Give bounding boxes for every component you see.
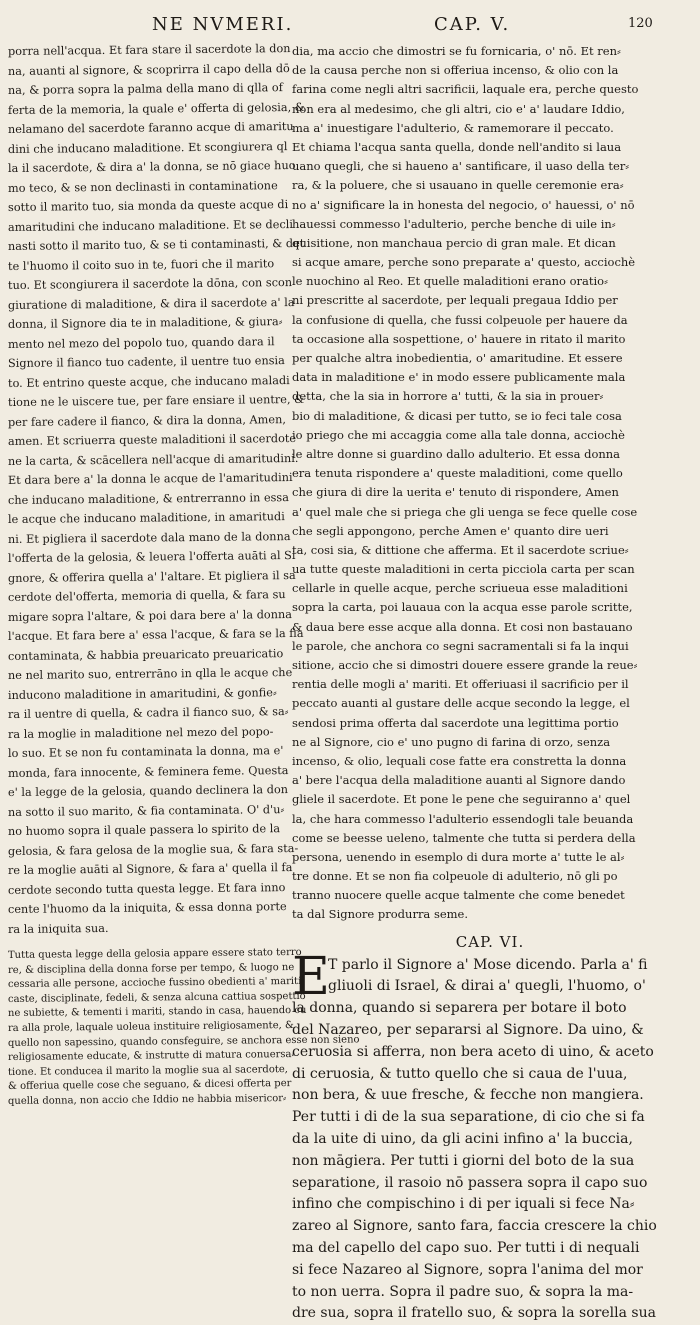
body-text-line: no huomo sopra il quale passera lo spirito de la: [7, 822, 281, 838]
chapter-heading-top: CAP. V.: [434, 14, 511, 35]
commentary-line: rentia delle mogli a' mariti. Et offeriuasi il sacrificio per il: [292, 677, 629, 692]
commentary-line: quella donna, non accio che Iddio ne habbia misericor⸗: [7, 1093, 287, 1107]
commentary-line: ta occasione alla sospettione, o' hauere in ritato il marito: [292, 331, 626, 346]
commentary-line: religiosamente educate, & instrutte di matura conuersa⸗: [7, 1049, 295, 1064]
body-text-line: da la uite di uino, da gli acini infino a' la buccia,: [292, 1131, 633, 1147]
body-text-line: nasti sotto il marito tuo, & se ti contaminasti, & det: [7, 236, 305, 253]
commentary-line: sendosi prima offerta dal sacerdote una legittima portio: [292, 715, 619, 730]
body-text-line: ra il uentre di quella, & cadra il fianco suo, & sa⸗: [7, 705, 289, 721]
commentary-line: dia, ma accio che dimostri se fu fornicaria, o' nō. Et ren⸗: [292, 44, 621, 58]
chapter-text: [292, 946, 688, 1325]
commentary-line: come se beesse ueleno, talmente che tutta si perdera della: [292, 830, 636, 845]
body-text-line: donna, il Signore dia te in maladitione, & giura⸗: [7, 315, 283, 331]
commentary-line: le parole, che anchora co segni sacramentali si fa la inqui: [292, 638, 629, 653]
body-text-line: nelamano del sacerdote faranno acque di amaritu: [7, 120, 294, 136]
body-text-line: inducono maladitione in amaritudini, & gonfie⸗: [7, 685, 277, 702]
commentary-line: non era al medesimo, che gli altri, cio e' a' laudare Iddio,: [292, 101, 625, 116]
right-column: [292, 42, 688, 1325]
commentary-line: ne subiette, & tementi i mariti, stando in casa, hauendo cu: [7, 1005, 307, 1020]
body-text-line: per fare cadere il fianco, & dira la donna, Amen,: [7, 412, 286, 429]
body-text-line: mento nel mezo del popolo tuo, quando dara il: [7, 334, 275, 351]
body-text-line: ceruosia si afferra, non bera aceto di uino, & aceto: [292, 1043, 654, 1060]
commentary-line: che giura di dire la uerita e' tenuto di rispondere, Amen: [292, 485, 619, 500]
commentary-line: re, & disciplina della donna forse per tempo, & luogo ne: [7, 961, 295, 976]
running-title: NE NVMERI.: [152, 14, 294, 35]
body-text-line: ne la carta, & scācellera nell'acque di amaritudini.: [7, 451, 299, 468]
body-text-line: monda, fara innocente, & feminera feme. Questa: [7, 763, 289, 780]
body-text-line: Et dara bere a' la donna le acque de l'amaritudini: [7, 471, 293, 487]
body-text-line: e' la legge de la gelosia, quando declinera la don: [7, 783, 289, 799]
body-text-line: porra nell'acqua. Et fara stare il sacerdote la don: [7, 42, 291, 58]
body-text-line: tuo. Et scongiurera il sacerdote la dōna, con scon: [7, 276, 293, 292]
body-text-line: gnore, & offerira quella a' l'altare. Et pigliera il sa: [7, 568, 296, 585]
body-text-line: contaminata, & habbia preuaricato preuaricatio: [7, 646, 284, 663]
body-text-line: to. Et entrino queste acque, che inducano maladi: [7, 373, 290, 390]
body-text-line: gelosia, & fara gelosa de la moglie sua, & fara sta-: [7, 841, 299, 858]
commentary-line: quello non sapessino, quando consfeguire, se anchora esse non sieno: [7, 1033, 360, 1049]
commentary-line: ta, cosi sia, & dittione che afferma. Et il sacerdote scriue⸗: [292, 542, 629, 557]
body-text-line: re la moglie auāti al Signore, & fara a' quella il fa: [7, 861, 293, 877]
commentary-line: & offeriua quelle cose che seguano, & dicesi offerta per: [7, 1078, 292, 1093]
body-text-line: na, & porra sopra la palma della mano di qlla of: [7, 81, 283, 97]
commentary-line: data in maladitione e' in modo essere publicamente mala: [292, 370, 626, 385]
commentary-line: io priego che mi accaggia come alla tale donna, acciochè: [292, 427, 625, 442]
body-text-line: Signore il fianco tuo cadente, il uentre tuo ensia: [7, 354, 285, 370]
chapter-heading: CAP. VI.: [455, 932, 525, 951]
commentary-line: la, che hara commesso l'adulterio essendogli tale beuanda: [292, 811, 634, 826]
body-text-line: migare sopra l'altare, & poi dara bere a' la donna: [7, 607, 293, 624]
commentary-line: de la causa perche non si offeriua incenso, & olio con la: [292, 63, 619, 78]
body-text-line: l'offerta de la gelosia, & leuera l'offerta auāti al Si: [7, 548, 296, 565]
body-text-line: cerdote del'offerta, memoria di quella, & fara su: [7, 588, 286, 604]
commentary-line: peccato auanti al gustare delle acque secondo la legge, el: [292, 696, 630, 711]
body-text-line: del Nazareo, per separarsi al Signore. Da uino, &: [292, 1022, 644, 1039]
body-text-line: la donna, quando si separera per botare il boto: [292, 1000, 627, 1017]
commentary-line: la confusione di quella, che fussi colpeuole per hauere da: [292, 312, 628, 327]
body-text-line: ma del capello del capo suo. Per tutti i di nequali: [292, 1239, 640, 1256]
commentary-line: Et chiama l'acqua santa quella, donde nell'andito si laua: [292, 139, 622, 154]
commentary-line: detta, che la sia in horrore a' tutti, & la sia in prouer⸗: [292, 389, 604, 404]
commentary-line: le altre donne si guardino dallo adulterio. Et essa donna: [292, 446, 621, 461]
commentary-line: incenso, & olio, lequali cose fatte era constretta la donna: [292, 753, 627, 768]
body-text-line: mo teco, & se non declinasti in contaminatione: [7, 178, 278, 195]
commentary-line: no a' significare la in honesta del negocio, o' hauessi, o' nō: [292, 197, 635, 212]
commentary-line: & daua bere esse acque alla donna. Et cosi non bastauano: [292, 619, 633, 634]
commentary-line: a' bere l'acqua della maladitione auanti al Signore dando: [292, 773, 626, 788]
body-text-line: ra la iniquita sua.: [7, 921, 109, 936]
body-text-line: ferta de la memoria, la quale e' offerta di gelosia, &: [7, 100, 305, 117]
body-text-line: amen. Et scriuerra queste maladitioni il sacerdote: [7, 431, 297, 448]
body-text-line: na sotto il suo marito, & fia contaminata. O' d'u⸗: [7, 802, 285, 819]
body-text-line: separatione, il rasoio nō passera sopra il capo suo: [292, 1174, 648, 1191]
commentary-line: farina come negli altri sacrificii, laquale era, perche questo: [292, 82, 639, 97]
commentary-line: uano quegli, che si haueno a' santificare, il uaso della ter⸗: [292, 159, 630, 174]
body-text-line: le acque che inducano maladitione, in amaritudi: [7, 510, 285, 526]
commentary-line: Tutta questa legge della gelosia appare essere stato terro: [7, 946, 302, 961]
body-text-line: lo suo. Et se non fu contaminata la donna, ma e': [7, 744, 284, 760]
commentary-line: per qualche altra inobedientia, o' amaritudine. Et essere: [292, 351, 623, 365]
body-text-line: Per tutti i di de la sua separatione, di cio che si fa: [292, 1109, 645, 1126]
commentary-line: persona, uenendo in esemplo di dura morte a' tutte le al⸗: [292, 849, 625, 864]
commentary-line: che segli appongono, perche Amen e' quanto dire ueri: [292, 523, 609, 538]
commentary-line: ne al Signore, cio e' uno pugno di farina di orzo, senza: [292, 734, 611, 749]
commentary-line: quisitione, non manchaua percio di gran male. Et dican: [292, 235, 616, 250]
body-text-line: tione ne le uiscere tue, per fare ensiare il uentre, &: [7, 392, 305, 409]
body-text-line: ra la moglie in maladitione nel mezo del popo-: [7, 724, 274, 741]
body-text-line: cerdote secondo tutta questa legge. Et fara inno: [7, 880, 286, 897]
body-text-line: amaritudini che inducano maladitione. Et se decli: [7, 217, 294, 234]
commentary-line: tranno nuocere quelle acque talmente che come benedet: [292, 888, 625, 903]
body-text-line: di ceruosia, & tutto quello che si caua de l'uua,: [292, 1065, 628, 1082]
body-text-line: dini che inducano maladitione. Et scongiurera ql: [7, 139, 288, 156]
commentary-line: cellarle in quelle acque, perche scriueua esse maladitioni: [292, 581, 628, 596]
commentary-line: ra, & la poluere, che si usauano in quelle ceremonie era⸗: [292, 178, 624, 193]
body-text-line: non bera, & uue fresche, & fecche non mangiera.: [292, 1087, 644, 1104]
commentary-line: ma a' inuestigare l'adulterio, & ramemorare il peccato.: [292, 120, 614, 135]
body-text-line: sotto il marito tuo, sia monda da queste acque di: [7, 198, 289, 214]
commentary-line: tione. Et conducea il marito la moglie sua al sacerdote,: [7, 1063, 288, 1078]
commentary-line: cessaria alle persone, accioche fussino obedienti a' mariti,: [7, 976, 305, 991]
commentary-line: sitione, accio che si dimostri douere essere grande la reue⸗: [292, 658, 638, 672]
body-text-line: non māgiera. Per tutti i giorni del boto de la sua: [292, 1152, 635, 1169]
folio-number: 120: [628, 16, 653, 31]
commentary-line: gliele il sacerdote. Et pone le pene che seguiranno a' quel: [292, 792, 631, 807]
body-text-line: dre sua, sopra il fratello suo, & sopra la sorella sua: [292, 1305, 656, 1322]
body-text-line: cente l'huomo da la iniquita, & essa donna porte: [7, 900, 287, 916]
drop-cap: E: [292, 946, 330, 1007]
body-text-line: l'acque. Et fara bere a' essa l'acque, & fara se la fia: [7, 626, 304, 643]
commentary-line: ta dal Signore produrra seme.: [292, 907, 469, 922]
commentary-line: hauessi commesso l'adulterio, perche benche di uile in⸗: [292, 216, 616, 231]
body-text-line: giuratione di maladitione, & dira il sacerdote a' la: [7, 295, 295, 312]
commentary-line: le nuochino al Reo. Et quelle maladitioni erano oratio⸗: [292, 274, 608, 289]
left-column: [7, 42, 360, 1110]
commentary-line: ua tutte queste maladitioni in certa picciola carta per scan: [292, 562, 635, 577]
body-text-line: la il sacerdote, & dira a' la donna, se nō giace huo: [7, 158, 296, 175]
commentary-line: si acque amare, perche sono preparate a' questo, acciochè: [292, 255, 636, 270]
body-text-line: T parlo il Signore a' Mose dicendo. Parla a' fi: [328, 956, 648, 973]
commentary-line: ni prescritte al sacerdote, per lequali pregaua Iddio per: [292, 293, 618, 308]
body-text-line: ne nel marito suo, entrerrāno in qlla le acque che: [7, 666, 293, 682]
body-text-line: to non uerra. Sopra il padre suo, & sopra la ma-: [292, 1283, 634, 1300]
body-text-line: zareo al Signore, santo fara, faccia crescere la chio: [292, 1218, 657, 1235]
commentary-line: caste, disciplinate, fedeli, & senza alcuna cattiua sospettio: [7, 990, 306, 1005]
body-text-line: che inducano maladitione, & entrerranno in essa: [7, 490, 290, 507]
commentary-line: ra alla prole, laquale uoleua instituire religiosamente, &: [7, 1019, 294, 1034]
commentary-line: bio di maladitione, & dicasi per tutto, se io feci tale cosa: [292, 408, 622, 423]
commentary-line: a' quel male che si priega che gli uenga se fece quelle cose: [292, 504, 638, 519]
commentary-line: tre donne. Et se non fia colpeuole di adulterio, nō gli po: [292, 869, 618, 884]
body-text-line: na, auanti al signore, & scoprirra il capo della dō: [7, 61, 290, 78]
body-text-line: infino che compischino i di per iquali si fece Na⸗: [292, 1196, 635, 1213]
body-text-line: si fece Nazareo al Signore, sopra l'anima del mor: [292, 1261, 643, 1278]
body-text-line: gliuoli di Israel, & dirai a' quegli, l'huomo, o': [328, 978, 646, 995]
body-text-line: ni. Et pigliera il sacerdote dala mano de la donna: [7, 529, 291, 546]
commentary-line: sopra la carta, poi lauaua con la acqua esse parole scritte,: [292, 600, 633, 615]
body-text-line: te l'huomo il coito suo in te, fuori che il marito: [7, 256, 275, 273]
commentary-line: era tenuta rispondere a' queste maladitioni, come quello: [292, 466, 623, 481]
